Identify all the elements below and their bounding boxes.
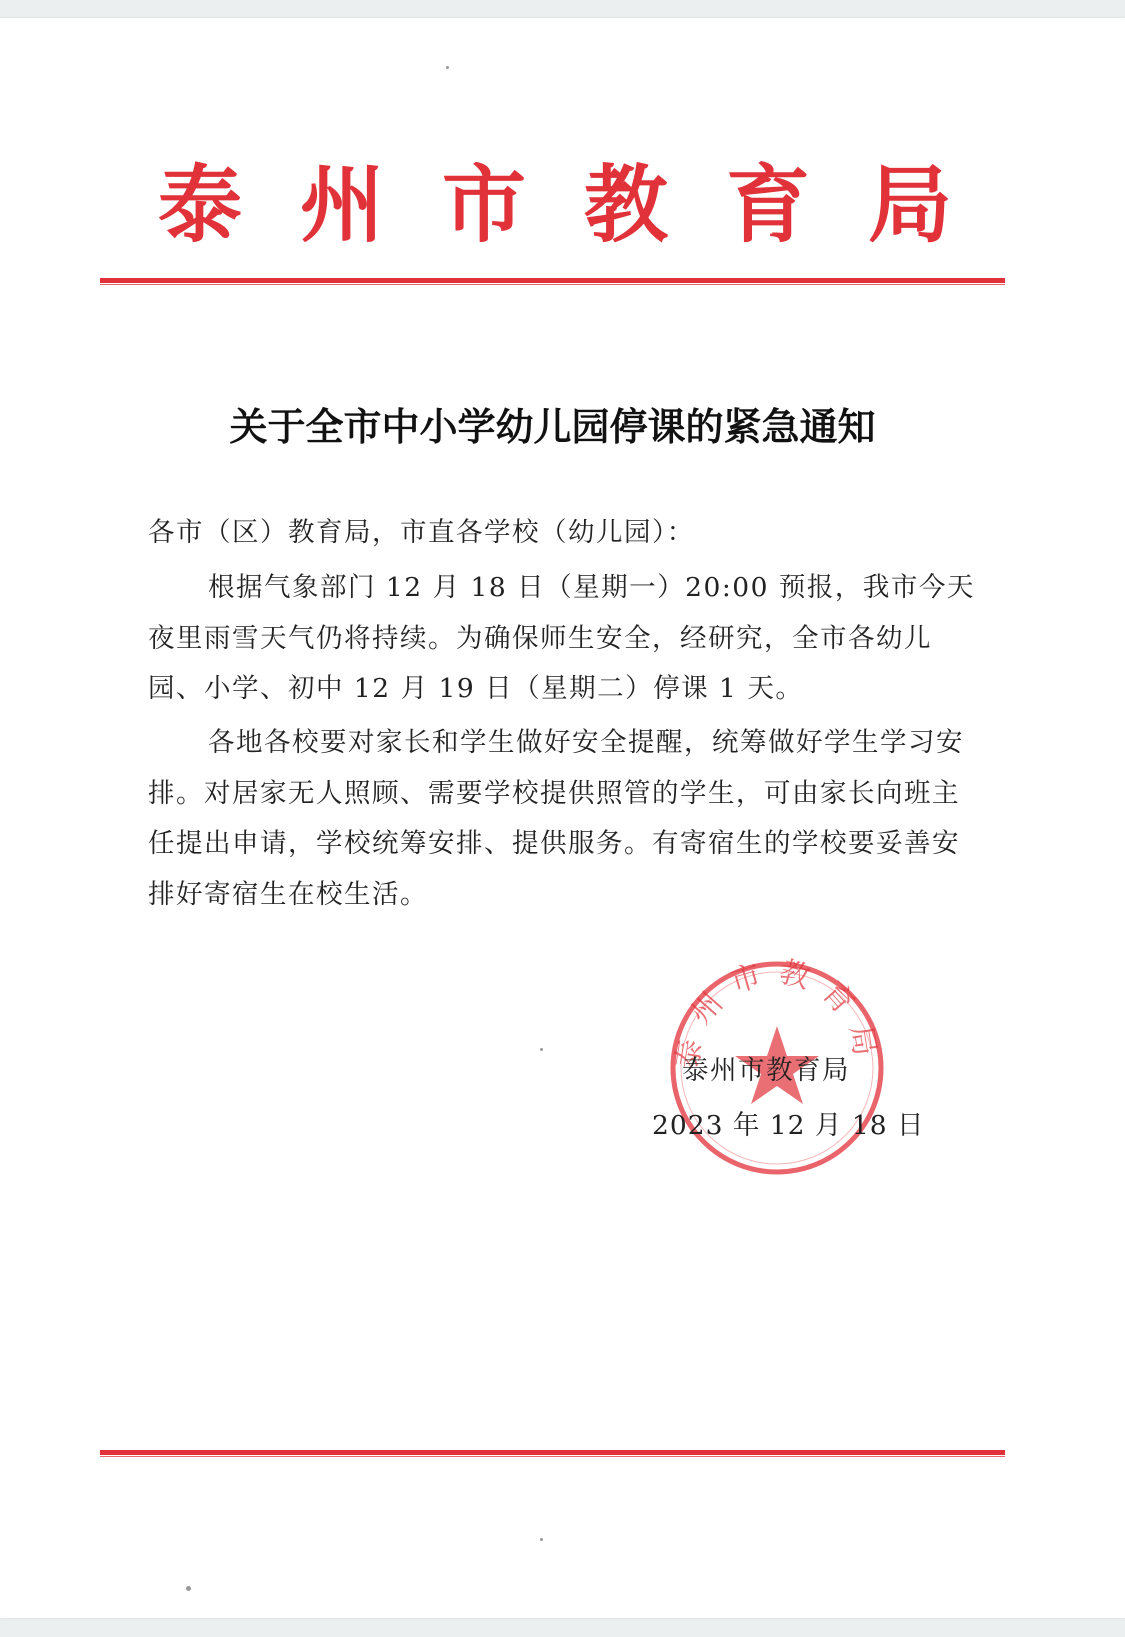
footer-red-rule: [100, 1450, 1005, 1455]
scan-speck: [186, 1586, 191, 1591]
signature-organization: 泰州市教育局: [682, 1055, 850, 1086]
scan-speck: [446, 66, 449, 69]
scan-speck: [540, 1538, 543, 1541]
body-paragraph-1: 根据气象部门 12 月 18 日（星期一）20:00 预报，我市今天夜里雨雪天气仍将持续。为确保师生安全，经研究，全市各幼儿园、小学、初中 12 月 19 日（星期二）停课 1 天。: [148, 572, 975, 704]
issuing-organization-header: 泰州市教育局: [158, 156, 1011, 254]
salutation: 各市（区）教育局，市直各学校（幼儿园）：: [148, 517, 695, 548]
signature-date: 2023 年 12 月 18 日: [652, 1110, 925, 1141]
document-page: [0, 18, 1125, 1618]
document-title: 关于全市中小学幼儿园停课的紧急通知: [229, 404, 876, 449]
scan-speck: [540, 1048, 543, 1051]
svg-text:泰州市教育局: 泰州市教育局: [669, 956, 885, 1073]
body-paragraph-2: 各地各校要对家长和学生做好安全提醒，统筹做好学生学习安排。对居家无人照顾、需要学校提供照管的学生，可由家长向班主任提出申请，学校统筹安排、提供服务。有寄宿生的学校要妥善安排好寄宿生在校生活。: [148, 727, 964, 910]
header-red-rule: [100, 278, 1005, 283]
